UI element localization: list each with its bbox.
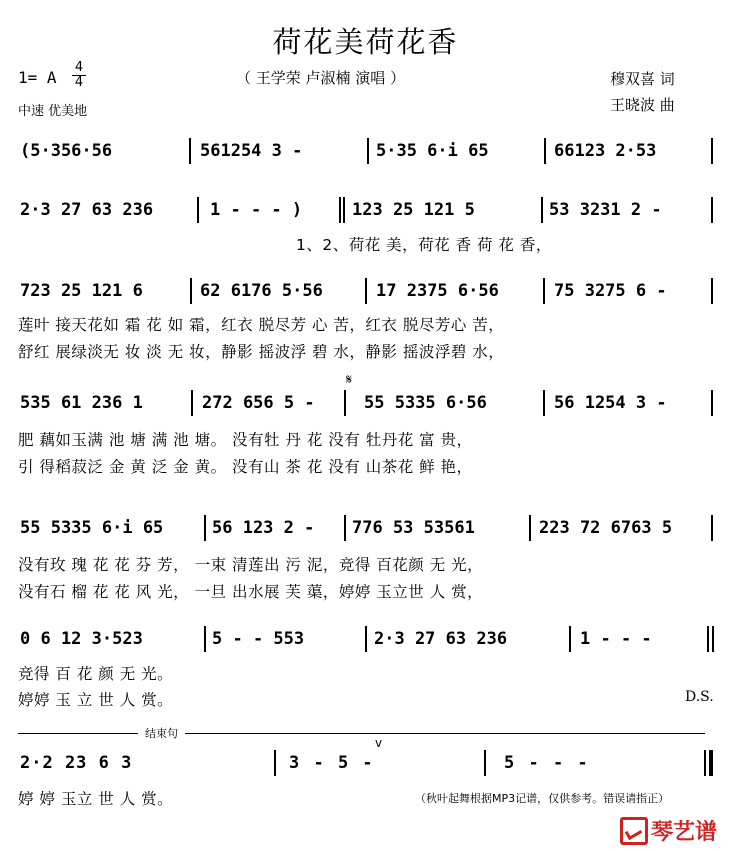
time-signature — [72, 62, 86, 89]
lyric-line: 没有玫 瑰 花 花 芬 芳， 一束 清莲出 污 泥，竞得 百花颜 无 光， — [18, 556, 484, 574]
measure: 66123 2·53 — [554, 141, 657, 161]
lyric-line: 没有石 榴 花 花 风 光， 一旦 出水展 芙 蕖，婷婷 玉立世 人 赏， — [18, 583, 484, 601]
staff-row-7 — [14, 750, 716, 776]
staff-row-3 — [14, 278, 716, 304]
measure: 223 72 6763 5 — [539, 518, 673, 538]
measure: 62 6176 5·56 — [200, 281, 323, 301]
site-logo — [620, 815, 717, 846]
measure: 55 5335 6·i 65 — [20, 518, 164, 538]
breath-mark: v — [375, 736, 383, 750]
ending-bracket-left — [18, 733, 138, 734]
lyric-line: 1、2、荷花 美，荷花 香 荷 花 香， — [296, 236, 552, 254]
staff-row-2 — [14, 197, 716, 223]
measure: 17 2375 6·56 — [376, 281, 499, 301]
lyric-line: 引 得稻菽泛 金 黄 泛 金 黄。 没有山 茶 花 没有 山茶花 鲜 艳， — [18, 458, 473, 476]
staff-row-4 — [14, 390, 716, 416]
staff-row-1 — [14, 138, 716, 164]
measure: 5·35 6·i 65 — [376, 141, 489, 161]
key-signature: 1= A — [18, 68, 57, 87]
measure: 0 6 12 3·523 — [20, 629, 143, 649]
measure: 53 3231 2 - — [549, 200, 662, 220]
song-title: 荷花美荷花香 — [272, 25, 459, 59]
transcription-note: （秋叶起舞根据MP3记谱，仅供参考。错误请指正） — [415, 792, 670, 805]
measure: 2·3 27 63 236 — [374, 629, 508, 649]
logo-text: 琴艺谱 — [651, 820, 718, 845]
measure: 3 - 5 - — [289, 753, 375, 773]
ds-mark: D.S. — [685, 689, 714, 705]
lyricist-credit: 穆双喜 词 — [610, 70, 675, 88]
ending-bracket-right — [185, 733, 705, 734]
lyric-line: 婷 婷 玉立 世 人 赏。 — [18, 790, 174, 808]
measure: 776 53 53561 — [352, 518, 475, 538]
ending-phrase-label: 结束句 — [145, 727, 178, 740]
measure: 272 656 5 - — [202, 393, 315, 413]
tempo-mark: 中速 优美地 — [18, 104, 88, 119]
measure: 1 - - - — [580, 629, 652, 649]
lyric-line: 舒红 展绿淡无 妆 淡 无 妆，静影 摇波浮 碧 水，静影 摇波浮碧 水， — [18, 343, 505, 361]
measure: 535 61 236 1 — [20, 393, 143, 413]
segno-sign: 𝄋 — [346, 372, 353, 388]
measure: 55 5335 6·56 — [364, 393, 487, 413]
lyric-line: 莲叶 接天花如 霜 花 如 霜，红衣 脱尽芳 心 苦，红衣 脱尽芳心 苦， — [18, 316, 505, 334]
measure: 2·2 23 6 3 — [20, 753, 133, 773]
measure: 2·3 27 63 236 — [20, 200, 154, 220]
composer-credit: 王晓波 曲 — [610, 96, 675, 114]
measure: 56 1254 3 - — [554, 393, 667, 413]
measure: 723 25 121 6 — [20, 281, 143, 301]
lyric-line: 肥 藕如玉满 池 塘 满 池 塘。 没有牡 丹 花 没有 牡丹花 富 贵， — [18, 431, 473, 449]
time-bottom: 4 — [74, 75, 84, 90]
time-top: 4 — [74, 60, 84, 75]
logo-icon — [620, 817, 648, 845]
lyric-line: 竞得 百 花 颜 无 光。 — [18, 665, 174, 683]
measure: 56 123 2 - — [212, 518, 315, 538]
staff-row-5 — [14, 515, 716, 541]
measure: 5 - - 553 — [212, 629, 305, 649]
measure: 75 3275 6 - — [554, 281, 667, 301]
staff-row-6 — [14, 626, 716, 652]
measure: 1 - - - ) — [210, 200, 303, 220]
lyric-line: 婷婷 玉 立 世 人 赏。 — [18, 691, 174, 709]
performers: （ 王学荣 卢淑楠 演唱 ） — [236, 69, 406, 87]
measure: 561254 3 - — [200, 141, 303, 161]
measure: 5 - - - — [504, 753, 590, 773]
measure: (5·356·56 — [20, 141, 113, 161]
measure: 123 25 121 5 — [352, 200, 475, 220]
